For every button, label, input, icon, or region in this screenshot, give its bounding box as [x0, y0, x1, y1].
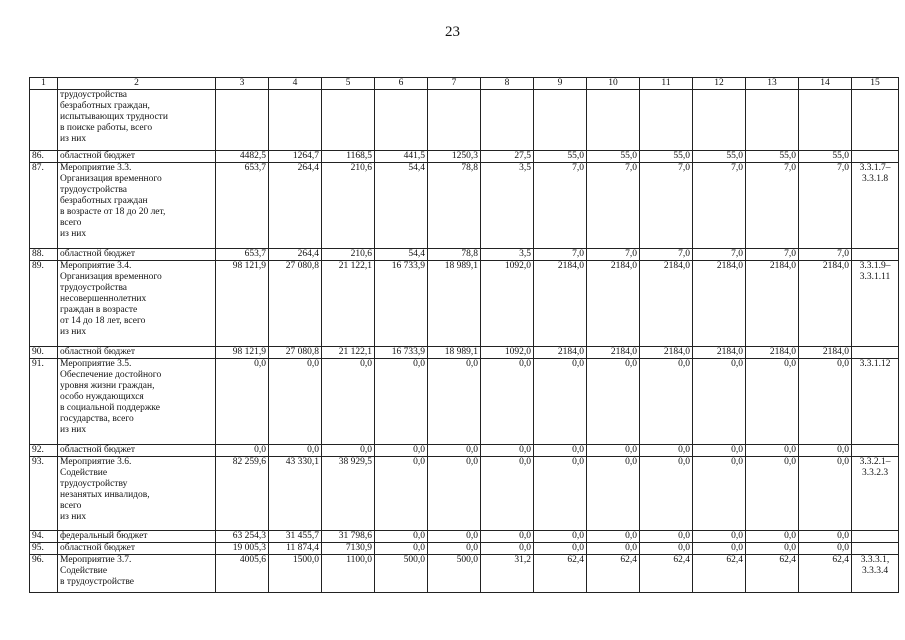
- value-cell: 0,0: [587, 445, 640, 457]
- column-header: 13: [746, 78, 799, 90]
- table-row: [30, 531, 899, 543]
- row-name: областной бюджет: [58, 249, 216, 261]
- value-cell: 63 254,3: [216, 531, 269, 543]
- value-cell: 62,4: [587, 555, 640, 593]
- value-cell: 500,0: [428, 555, 481, 593]
- value-cell: 27 080,8: [269, 347, 322, 359]
- column-header: 7: [428, 78, 481, 90]
- row-number: 94.: [30, 531, 58, 543]
- value-cell: [216, 90, 269, 151]
- value-cell: 2184,0: [587, 347, 640, 359]
- row-name: Мероприятие 3.4. Организация временного трудоустройства несовершеннолетних граждан в возрасте от 14 до 18 лет, всего из них: [58, 261, 216, 347]
- row-number: 92.: [30, 445, 58, 457]
- value-cell: 0,0: [693, 445, 746, 457]
- value-cell: 0,0: [693, 457, 746, 531]
- value-cell: 0,0: [746, 543, 799, 555]
- value-cell: 0,0: [216, 359, 269, 445]
- value-cell: 0,0: [375, 457, 428, 531]
- reference-cell: [852, 151, 899, 163]
- value-cell: 0,0: [322, 445, 375, 457]
- column-header: 12: [693, 78, 746, 90]
- row-number: 89.: [30, 261, 58, 347]
- table-row: [30, 163, 899, 249]
- value-cell: 55,0: [640, 151, 693, 163]
- value-cell: 62,4: [693, 555, 746, 593]
- value-cell: 0,0: [375, 445, 428, 457]
- value-cell: 27 080,8: [269, 261, 322, 347]
- value-cell: [534, 90, 587, 151]
- value-cell: 0,0: [799, 543, 852, 555]
- value-cell: [746, 90, 799, 151]
- value-cell: 0,0: [534, 543, 587, 555]
- table-row: [30, 249, 899, 261]
- value-cell: 0,0: [587, 531, 640, 543]
- value-cell: [269, 90, 322, 151]
- table-body: [30, 78, 899, 593]
- value-cell: 1264,7: [269, 151, 322, 163]
- table-row: [30, 555, 899, 593]
- value-cell: [693, 90, 746, 151]
- value-cell: 7,0: [693, 163, 746, 249]
- reference-cell: [852, 249, 899, 261]
- value-cell: 1168,5: [322, 151, 375, 163]
- table-row: [30, 457, 899, 531]
- value-cell: 55,0: [799, 151, 852, 163]
- value-cell: 55,0: [534, 151, 587, 163]
- value-cell: [428, 90, 481, 151]
- value-cell: 0,0: [428, 445, 481, 457]
- value-cell: 7,0: [587, 163, 640, 249]
- value-cell: 62,4: [746, 555, 799, 593]
- row-number: 91.: [30, 359, 58, 445]
- row-name: Мероприятие 3.5. Обеспечение достойного уровня жизни граждан, особо нуждающихся в социальной поддержке государства, всего из них: [58, 359, 216, 445]
- value-cell: 54,4: [375, 249, 428, 261]
- value-cell: 16 733,9: [375, 347, 428, 359]
- value-cell: 0,0: [534, 457, 587, 531]
- value-cell: 98 121,9: [216, 347, 269, 359]
- row-name: трудоустройства безработных граждан, испытывающих трудности в поиске работы, всего из них: [58, 90, 216, 151]
- value-cell: 7,0: [746, 249, 799, 261]
- value-cell: 21 122,1: [322, 261, 375, 347]
- value-cell: 7,0: [534, 249, 587, 261]
- row-name: областной бюджет: [58, 543, 216, 555]
- value-cell: 0,0: [322, 359, 375, 445]
- value-cell: 0,0: [481, 359, 534, 445]
- value-cell: 264,4: [269, 249, 322, 261]
- page-number: 23: [445, 24, 460, 40]
- value-cell: 16 733,9: [375, 261, 428, 347]
- table-row: [30, 543, 899, 555]
- value-cell: 1500,0: [269, 555, 322, 593]
- value-cell: 55,0: [693, 151, 746, 163]
- value-cell: 38 929,5: [322, 457, 375, 531]
- value-cell: 78,8: [428, 163, 481, 249]
- budget-table: [29, 77, 899, 593]
- value-cell: [799, 90, 852, 151]
- value-cell: 82 259,6: [216, 457, 269, 531]
- value-cell: 500,0: [375, 555, 428, 593]
- row-number: 87.: [30, 163, 58, 249]
- value-cell: 0,0: [534, 445, 587, 457]
- reference-cell: 3.3.3.1, 3.3.3.4: [852, 555, 899, 593]
- value-cell: 0,0: [481, 457, 534, 531]
- value-cell: 62,4: [534, 555, 587, 593]
- value-cell: 0,0: [375, 531, 428, 543]
- value-cell: [587, 90, 640, 151]
- value-cell: 0,0: [481, 445, 534, 457]
- value-cell: 19 005,3: [216, 543, 269, 555]
- column-header: 8: [481, 78, 534, 90]
- reference-cell: 3.3.1.12: [852, 359, 899, 445]
- row-number: 96.: [30, 555, 58, 593]
- table-row: [30, 261, 899, 347]
- reference-cell: 3.3.1.7– 3.3.1.8: [852, 163, 899, 249]
- table-row: [30, 445, 899, 457]
- value-cell: 3,5: [481, 249, 534, 261]
- value-cell: 7,0: [799, 163, 852, 249]
- value-cell: 2184,0: [534, 347, 587, 359]
- value-cell: 7,0: [587, 249, 640, 261]
- value-cell: 43 330,1: [269, 457, 322, 531]
- value-cell: 0,0: [375, 543, 428, 555]
- value-cell: 210,6: [322, 249, 375, 261]
- reference-cell: 3.3.1.9– 3.3.1.11: [852, 261, 899, 347]
- value-cell: 1100,0: [322, 555, 375, 593]
- row-number: 95.: [30, 543, 58, 555]
- value-cell: 2184,0: [640, 347, 693, 359]
- value-cell: 0,0: [428, 531, 481, 543]
- value-cell: [375, 90, 428, 151]
- column-header: 11: [640, 78, 693, 90]
- column-header: 5: [322, 78, 375, 90]
- value-cell: 7,0: [640, 249, 693, 261]
- value-cell: 0,0: [375, 359, 428, 445]
- value-cell: [481, 90, 534, 151]
- value-cell: 0,0: [799, 359, 852, 445]
- value-cell: 4005,6: [216, 555, 269, 593]
- value-cell: 55,0: [587, 151, 640, 163]
- value-cell: 62,4: [799, 555, 852, 593]
- value-cell: 0,0: [746, 359, 799, 445]
- value-cell: 0,0: [640, 457, 693, 531]
- value-cell: 7,0: [640, 163, 693, 249]
- value-cell: 31,2: [481, 555, 534, 593]
- value-cell: 0,0: [587, 457, 640, 531]
- row-name: областной бюджет: [58, 347, 216, 359]
- column-header: 2: [58, 78, 216, 90]
- value-cell: 7,0: [746, 163, 799, 249]
- value-cell: 18 989,1: [428, 261, 481, 347]
- value-cell: 0,0: [269, 445, 322, 457]
- column-header: 1: [30, 78, 58, 90]
- value-cell: 2184,0: [799, 347, 852, 359]
- value-cell: 18 989,1: [428, 347, 481, 359]
- value-cell: 210,6: [322, 163, 375, 249]
- value-cell: 62,4: [640, 555, 693, 593]
- value-cell: 31 798,6: [322, 531, 375, 543]
- value-cell: 2184,0: [534, 261, 587, 347]
- value-cell: 0,0: [428, 359, 481, 445]
- header-row: [30, 78, 899, 90]
- value-cell: 0,0: [587, 543, 640, 555]
- value-cell: 0,0: [216, 445, 269, 457]
- value-cell: 0,0: [799, 531, 852, 543]
- value-cell: 78,8: [428, 249, 481, 261]
- value-cell: 2184,0: [746, 347, 799, 359]
- value-cell: 441,5: [375, 151, 428, 163]
- value-cell: 653,7: [216, 249, 269, 261]
- reference-cell: [852, 531, 899, 543]
- reference-cell: [852, 445, 899, 457]
- value-cell: 55,0: [746, 151, 799, 163]
- value-cell: 2184,0: [799, 261, 852, 347]
- value-cell: 0,0: [693, 543, 746, 555]
- reference-cell: [852, 90, 899, 151]
- row-number: 86.: [30, 151, 58, 163]
- value-cell: 2184,0: [746, 261, 799, 347]
- value-cell: 0,0: [746, 445, 799, 457]
- table-row: [30, 359, 899, 445]
- value-cell: 11 874,4: [269, 543, 322, 555]
- value-cell: 0,0: [481, 543, 534, 555]
- row-name: Мероприятие 3.6. Содействие трудоустройству незанятых инвалидов, всего из них: [58, 457, 216, 531]
- row-number: [30, 90, 58, 151]
- value-cell: 264,4: [269, 163, 322, 249]
- column-header: 15: [852, 78, 899, 90]
- column-header: 6: [375, 78, 428, 90]
- row-number: 90.: [30, 347, 58, 359]
- value-cell: 1092,0: [481, 261, 534, 347]
- column-header: 10: [587, 78, 640, 90]
- value-cell: 3,5: [481, 163, 534, 249]
- column-header: 9: [534, 78, 587, 90]
- value-cell: 2184,0: [587, 261, 640, 347]
- value-cell: 7,0: [534, 163, 587, 249]
- value-cell: 0,0: [534, 531, 587, 543]
- table-row: [30, 151, 899, 163]
- value-cell: 2184,0: [693, 347, 746, 359]
- value-cell: 0,0: [640, 359, 693, 445]
- column-header: 3: [216, 78, 269, 90]
- value-cell: 2184,0: [693, 261, 746, 347]
- value-cell: 2184,0: [640, 261, 693, 347]
- value-cell: 7130,9: [322, 543, 375, 555]
- value-cell: 0,0: [746, 457, 799, 531]
- value-cell: [322, 90, 375, 151]
- value-cell: 0,0: [428, 543, 481, 555]
- value-cell: 0,0: [428, 457, 481, 531]
- value-cell: 1092,0: [481, 347, 534, 359]
- row-name: Мероприятие 3.3. Организация временного трудоустройства безработных граждан в возрасте от 18 до 20 лет, всего из них: [58, 163, 216, 249]
- value-cell: 4482,5: [216, 151, 269, 163]
- value-cell: 0,0: [640, 543, 693, 555]
- row-name: федеральный бюджет: [58, 531, 216, 543]
- value-cell: 0,0: [746, 531, 799, 543]
- column-header: 4: [269, 78, 322, 90]
- value-cell: 0,0: [640, 445, 693, 457]
- value-cell: 27,5: [481, 151, 534, 163]
- value-cell: 31 455,7: [269, 531, 322, 543]
- value-cell: 0,0: [587, 359, 640, 445]
- value-cell: 98 121,9: [216, 261, 269, 347]
- value-cell: 7,0: [693, 249, 746, 261]
- value-cell: 1250,3: [428, 151, 481, 163]
- value-cell: 0,0: [693, 359, 746, 445]
- value-cell: 0,0: [269, 359, 322, 445]
- value-cell: 0,0: [481, 531, 534, 543]
- reference-cell: 3.3.2.1– 3.3.2.3: [852, 457, 899, 531]
- value-cell: 0,0: [799, 445, 852, 457]
- value-cell: 54,4: [375, 163, 428, 249]
- value-cell: 0,0: [640, 531, 693, 543]
- row-name: Мероприятие 3.7. Содействие в трудоустройстве: [58, 555, 216, 593]
- row-number: 88.: [30, 249, 58, 261]
- row-name: областной бюджет: [58, 151, 216, 163]
- column-header: 14: [799, 78, 852, 90]
- value-cell: [640, 90, 693, 151]
- reference-cell: [852, 543, 899, 555]
- value-cell: 0,0: [534, 359, 587, 445]
- table-row: [30, 347, 899, 359]
- reference-cell: [852, 347, 899, 359]
- value-cell: 0,0: [693, 531, 746, 543]
- table-row: [30, 90, 899, 151]
- row-number: 93.: [30, 457, 58, 531]
- value-cell: 653,7: [216, 163, 269, 249]
- value-cell: 21 122,1: [322, 347, 375, 359]
- value-cell: 7,0: [799, 249, 852, 261]
- value-cell: 0,0: [799, 457, 852, 531]
- row-name: областной бюджет: [58, 445, 216, 457]
